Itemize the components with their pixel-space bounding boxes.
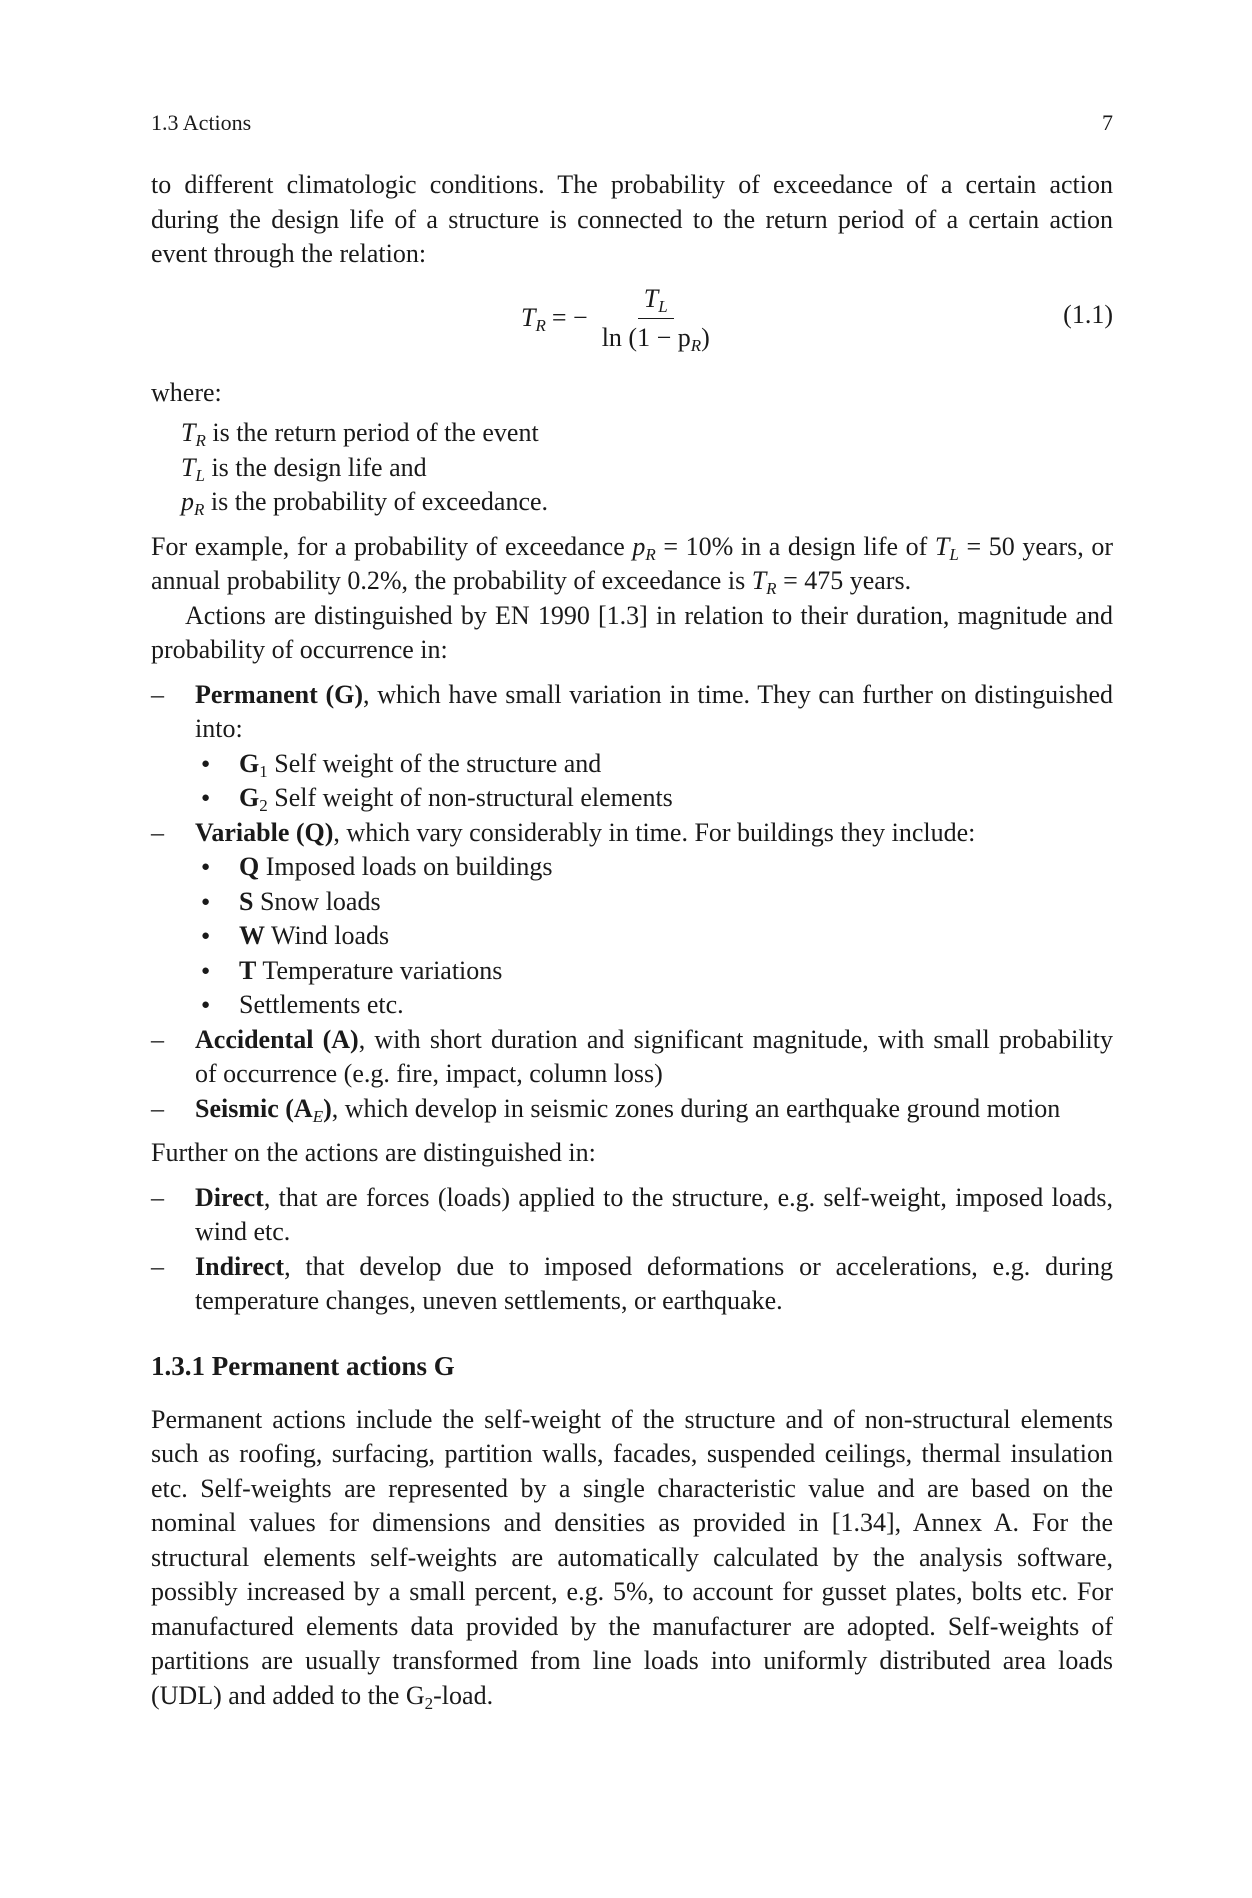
action-types-list xyxy=(151,678,1113,1127)
intro-paragraph: to different climatologic conditions. The probability of exceedance of a certain action during the design life of a structure is connected to the return period of a certain action event through the relation: xyxy=(151,170,1113,268)
definition-pr: $p_R$ is the probability of exceedance. xyxy=(181,487,549,519)
list-item: ● S Snow loads xyxy=(195,885,1113,920)
list-item: ● T Temperature variations xyxy=(195,954,1113,989)
section-title: 1.3 Actions xyxy=(151,110,252,135)
permanent-actions-paragraph: Permanent actions include the self-weight of the structure and of non-structural elements such as roofing, surfacing, partition walls, facades, suspended ceilings, thermal insulation etc. Self-weights are represented by a single characteristic value and are based on the nominal values for dimensions and densities as provided in [1.34], Annex A. For the structural elements self-weights are automatically calculated by the analysis software, possibly increased by a small percent, e.g. 5%, to account for gusset plates, bolts etc. For manufactured elements data provided by the manufacturer are adopted. Self-weights of partitions are usually transformed from line loads into uniformly distributed area loads (UDL) and added to the $G_2$-load. xyxy=(151,1404,1113,1713)
page-body xyxy=(151,168,1113,1713)
list-item-indirect: – Indirect, that develop due to imposed deformations or accelerations, e.g. during temperature changes, uneven settlements, or earthquake. xyxy=(151,1250,1113,1319)
list-item-accidental: – Accidental (A), with short duration and significant magnitude, with small probability of occurrence (e.g. fire, impact, column loss) xyxy=(151,1023,1113,1092)
where-label: where: xyxy=(151,377,222,407)
list-item: ● W Wind loads xyxy=(195,919,1113,954)
page-number: 7 xyxy=(1102,110,1113,135)
list-item-variable: – Variable (Q), which vary considerably in time. For buildings they include: ● Q Imposed loads on buildings ● S Snow loads ● W Wind loads ● T Temperature variations ● Settlements etc. xyxy=(151,816,1113,1023)
equation-expression: $T_R$ = − $\frac{T_L}{\ln (1 - p_R)}$ xyxy=(521,282,714,356)
list-item-seismic: – Seismic $(A_E)$, which develop in seismic zones during an earthquake ground motion xyxy=(151,1092,1113,1127)
fraction xyxy=(598,282,714,356)
list-item-permanent: – Permanent (G), which have small variation in time. They can further on distinguished into: ● $G_1$ Self weight of the structure and ● $G_2$ Self weight of non-structural elements xyxy=(151,678,1113,816)
variable-sublist xyxy=(195,850,1113,1023)
running-header xyxy=(151,110,1113,136)
definition-tr: $T_R$ is the return period of the event xyxy=(181,418,539,450)
list-item-direct: – Direct, that are forces (loads) applied to the structure, e.g. self-weight, imposed loads, wind etc. xyxy=(151,1181,1113,1250)
further-paragraph: Further on the actions are distinguished in: xyxy=(151,1138,596,1167)
distinguish-paragraph: Actions are distinguished by EN 1990 [1.3] in relation to their duration, magnitude and probability of occurrence in: xyxy=(151,600,1113,664)
direct-indirect-list xyxy=(151,1181,1113,1319)
equation-1-1 xyxy=(151,276,1113,368)
numerator: $T_L$ xyxy=(638,282,674,320)
list-item: ● Settlements etc. xyxy=(195,988,1113,1023)
denominator: $\ln (1 - p_R)$ xyxy=(601,323,710,355)
list-item: ● Q Imposed loads on buildings xyxy=(195,850,1113,885)
permanent-sublist xyxy=(195,747,1113,816)
equation-number: (1.1) xyxy=(1063,299,1113,329)
list-item: ● $G_1$ Self weight of the structure and xyxy=(195,747,1113,782)
definition-tl: $T_L$ is the design life and xyxy=(181,452,427,485)
example-paragraph: For example, for a probability of exceedance $p_R = 10\%$ in a design life of $T_L = 50$ years, or annual probability 0.2%, the probability of exceedance is $T_R = 475$ years. xyxy=(151,531,1113,598)
variable-definitions xyxy=(151,416,1113,520)
section-heading: 1.3.1 Permanent actions G xyxy=(151,1350,455,1381)
list-item: ● $G_2$ Self weight of non-structural elements xyxy=(195,781,1113,816)
